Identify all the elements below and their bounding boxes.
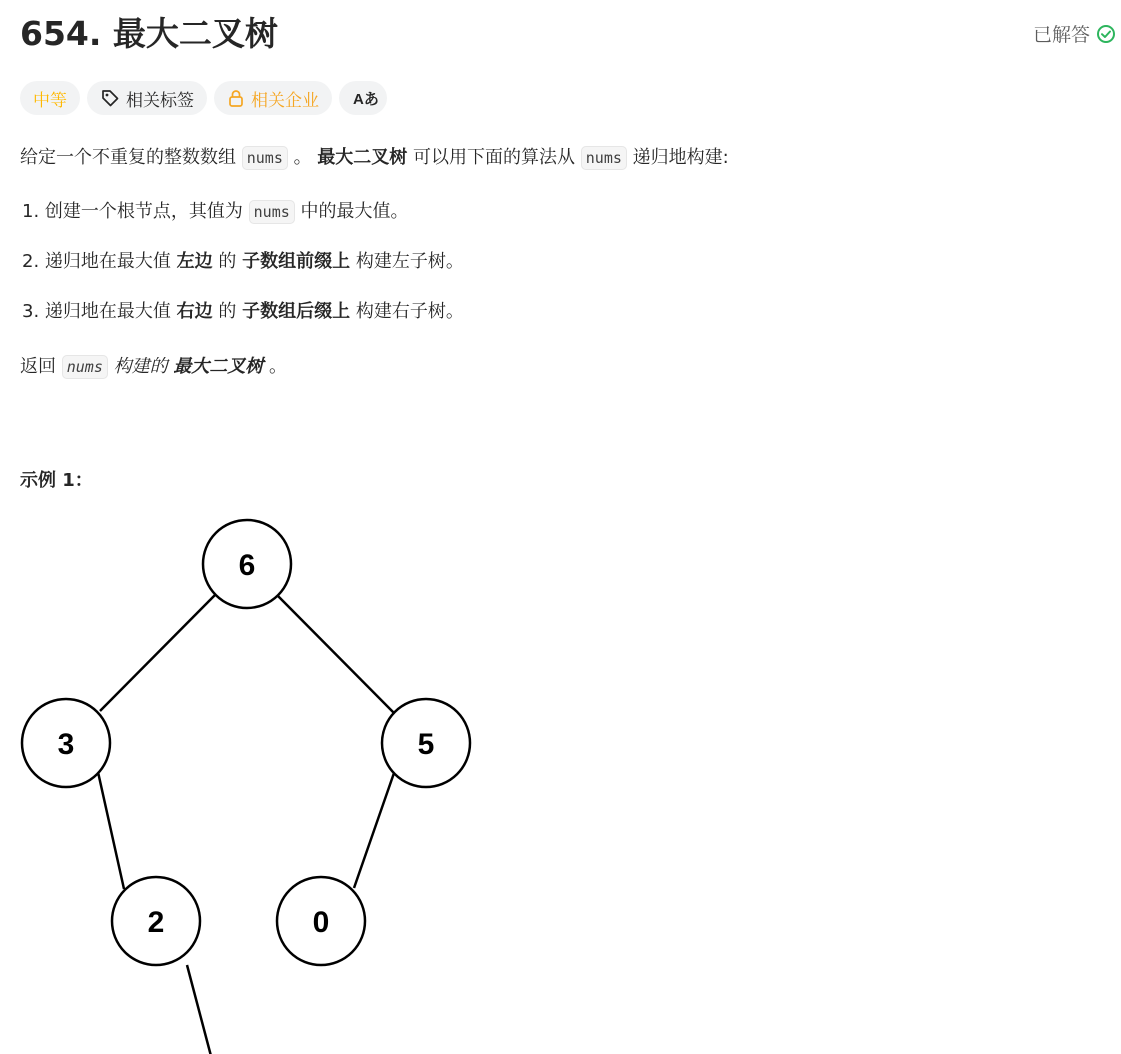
- node-label: 5: [417, 728, 435, 761]
- related-companies-label: 相关企业: [251, 90, 319, 111]
- translate-button[interactable]: [339, 81, 387, 115]
- step-text: 构建左子树。: [350, 251, 464, 272]
- problem-page: [20, 0, 1116, 939]
- node-label: 2: [147, 906, 165, 939]
- list-item: [20, 194, 464, 244]
- node-label: 0: [312, 906, 330, 939]
- example-title: 示例 1：: [20, 470, 93, 491]
- related-tags-label: 相关标签: [126, 90, 194, 111]
- bold-term: 左边: [176, 251, 213, 272]
- solved-status[interactable]: [1033, 20, 1116, 47]
- problem-header: [20, 0, 1116, 72]
- return-text: 返回: [20, 356, 62, 377]
- inline-code: nums: [249, 200, 295, 224]
- difficulty-tag[interactable]: [20, 81, 80, 115]
- bold-term: 最大二叉树: [173, 356, 264, 377]
- return-italic-text: 构建的: [107, 356, 174, 377]
- return-paragraph: [20, 349, 287, 385]
- step-text: 递归地在最大值: [44, 251, 177, 272]
- inline-code: [62, 355, 108, 379]
- step-text: 中的最大值。: [294, 201, 409, 222]
- inline-code: nums: [581, 146, 627, 170]
- step-number: 1.: [22, 201, 40, 222]
- list-item: [20, 294, 464, 344]
- step-text: 递归地在最大值: [44, 301, 177, 322]
- bold-term: 子数组后缀上: [242, 301, 351, 322]
- bold-term: 子数组前缀上: [242, 251, 351, 272]
- node-label: 6: [238, 549, 256, 582]
- return-text: 。: [263, 356, 288, 377]
- inline-code: nums: [242, 146, 288, 170]
- tree-edge: [98, 772, 124, 889]
- tree-edge: [278, 596, 394, 713]
- step-number: 2.: [22, 251, 40, 272]
- step-text: 的: [212, 251, 243, 272]
- algorithm-steps: [20, 194, 464, 344]
- lock-icon: [227, 88, 245, 108]
- step-text: 构建右子树。: [350, 301, 464, 322]
- tree-edge: [187, 965, 211, 1054]
- description-text: 递归地构建:: [626, 147, 729, 168]
- description-text: 给定一个不重复的整数数组: [20, 147, 236, 168]
- inline-code-italic: nums: [66, 358, 103, 376]
- check-circle-icon: [1096, 24, 1116, 44]
- related-tags-button[interactable]: [87, 81, 207, 115]
- problem-title: 654. 最大二叉树: [20, 14, 278, 53]
- description-text: 。: [287, 147, 318, 168]
- description-paragraph: [20, 140, 729, 176]
- solved-label: 已解答: [1032, 24, 1090, 46]
- tree-edge: [354, 773, 394, 888]
- step-text: 创建一个根节点，其值为: [44, 201, 249, 222]
- example-tree-diagram: [20, 516, 500, 1054]
- description-text: 可以用下面的算法从: [407, 147, 581, 168]
- translate-icon-text: Aあ: [353, 91, 379, 108]
- tree-edge: [100, 595, 215, 711]
- step-text: 的: [212, 301, 243, 322]
- bold-term: 最大二叉树: [317, 147, 408, 168]
- tag-icon: [100, 88, 120, 108]
- list-item: [20, 244, 464, 294]
- bold-term: 右边: [176, 301, 213, 322]
- tag-bar: [20, 81, 387, 115]
- step-number: 3.: [22, 301, 40, 322]
- translate-icon: [352, 88, 379, 108]
- related-companies-button[interactable]: [214, 81, 332, 115]
- difficulty-label: 中等: [33, 90, 67, 111]
- node-label: 3: [57, 728, 75, 761]
